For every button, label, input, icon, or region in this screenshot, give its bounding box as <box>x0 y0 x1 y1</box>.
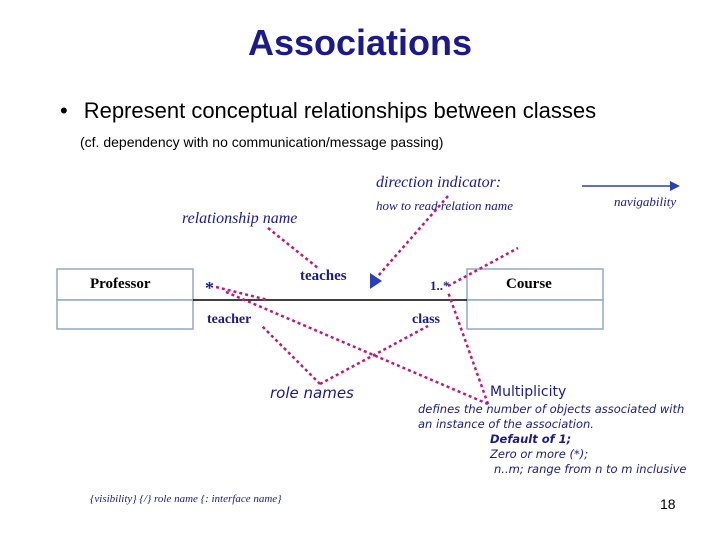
role-names-label: role names <box>270 384 354 402</box>
direction-indicator-hint: how to read relation name <box>376 198 513 213</box>
multiplicity-line: Default of 1; <box>490 432 572 446</box>
pointer-relationship-name <box>268 228 318 268</box>
right-role-name: class <box>412 312 440 327</box>
right-multiplicity: 1..* <box>430 278 450 293</box>
class-name-course: Course <box>506 276 552 292</box>
page-number: 18 <box>660 496 676 512</box>
subtext: (cf. dependency with no communication/message passing) <box>80 134 444 150</box>
left-multiplicity: * <box>205 278 214 298</box>
left-role-name: teacher <box>207 312 252 327</box>
multiplicity-label: Multiplicity <box>490 384 567 400</box>
pointer-role-class <box>320 326 428 384</box>
slide-title: Associations <box>247 22 473 63</box>
multiplicity-line: an instance of the association. <box>418 417 594 431</box>
multiplicity-description <box>418 402 708 477</box>
pointer-multiplicity-left <box>226 292 488 404</box>
navigability-label: navigability <box>614 194 677 209</box>
relationship-name-label: relationship name <box>182 210 298 227</box>
multiplicity-line: n..m; range from n to m inclusive <box>494 462 687 476</box>
association-name: teaches <box>300 268 347 284</box>
bullet-dot-icon: • <box>60 98 68 123</box>
pointer-role-teacher <box>262 326 320 384</box>
class-name-professor: Professor <box>90 276 151 292</box>
bullet-text: Represent conceptual relationships between classes <box>83 98 597 123</box>
pointer-star-multiplicity <box>216 287 268 300</box>
multiplicity-line: defines the number of objects associated with <box>418 402 685 416</box>
role-syntax: {visibility} {/} role name {: interface name} <box>90 493 282 505</box>
direction-indicator-label: direction indicator: <box>376 174 502 191</box>
direction-triangle-icon <box>370 273 382 289</box>
multiplicity-line: Zero or more (*); <box>490 447 589 461</box>
navigability-arrow-icon <box>582 181 680 191</box>
